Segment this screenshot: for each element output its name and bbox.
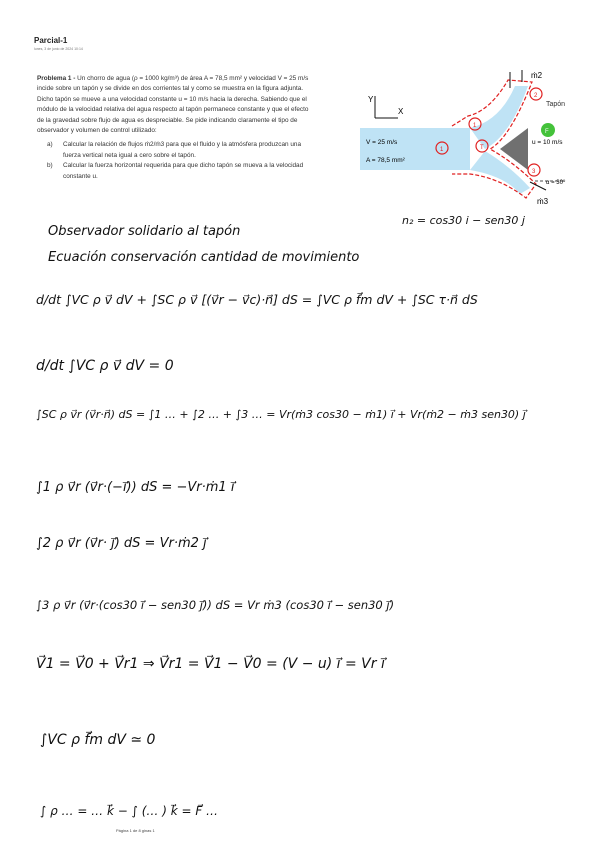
problem-statement xyxy=(37,74,309,182)
equation-4: ∫1 ρ v⃗r (v⃗r·(−i⃗)) dS = −Vr·ṁ1 i⃗ xyxy=(36,480,235,495)
page-footer: Página 1 de 8 ginas 1 xyxy=(116,828,155,833)
equation-1: d/dt ∫VC ρ v⃗ dV + ∫SC ρ v⃗ [(v⃗r − v⃗c)·n⃗] dS = ∫VC ρ f⃗m dV + ∫SC τ·n⃗ dS xyxy=(36,292,478,307)
equation-5: ∫2 ρ v⃗r (v⃗r· j⃗) dS = Vr·ṁ2 j⃗ xyxy=(36,536,207,551)
problem-heading: Problema 1 - xyxy=(37,75,78,82)
equation-2: d/dt ∫VC ρ v⃗ dV = 0 xyxy=(36,358,174,374)
equation-6: ∫3 ρ v⃗r (v⃗r·(cos30 i⃗ − sen30 j⃗)) dS = Vr ṁ3 (cos30 i⃗ − sen30 j⃗) xyxy=(36,598,395,612)
n2-vector: n₂ = cos30 i − sen30 j xyxy=(402,214,525,227)
item-label: b) xyxy=(47,162,53,170)
m3-label: ṁ3 xyxy=(537,197,549,206)
list-item xyxy=(47,140,309,161)
page-title: Parcial-1 xyxy=(34,36,68,45)
section-3-label: 3 xyxy=(532,169,536,175)
m2-label: ṁ2 xyxy=(531,71,543,80)
page-date: lunes, 3 de junio de 2024 10:14 xyxy=(34,47,83,51)
item-text: Calcular la fuerza horizontal requerida para que dicho tapón se mueva a la velocidad constante u. xyxy=(63,162,304,180)
tapon-label: Tapón xyxy=(546,101,566,108)
equation-9: ∫ ρ … = … k⃗ − ∫ (… ) k⃗ = F⃗ … xyxy=(40,804,219,818)
equation-7: V⃗1 = V⃗0 + V⃗r1 ⇒ V⃗r1 = V⃗1 − V⃗0 = (V − u) i⃗ = Vr i⃗ xyxy=(36,656,385,672)
note-observer: Observador solidario al tapón xyxy=(48,224,241,239)
axis-x-label: X xyxy=(398,107,404,116)
section-1b-label: 1 xyxy=(473,123,477,129)
velocity-label: V = 25 m/s xyxy=(366,139,398,146)
item-text: Calcular la relación de flujos ṁ2/ṁ3 para que el fluido y la atmósfera produzcan una fuerza vertical neta igual a cero sobre el tapón. xyxy=(63,141,302,159)
plug-shape xyxy=(500,128,528,170)
item-label: a) xyxy=(47,141,53,149)
area-label: A = 78,5 mm² xyxy=(366,157,405,164)
equation-8: ∫VC ρ f⃗m dV ≃ 0 xyxy=(40,732,156,748)
note-equation-title: Ecuación conservación cantidad de movimiento xyxy=(48,250,360,265)
force-label: F xyxy=(545,129,549,135)
problem-text: Un chorro de agua (ρ = 1000 kg/m³) de área A = 78,5 mm² y velocidad V = 25 m/s incide sobre un tapón y se divide en dos corrientes tal y como se muestra en la figura adjunta. Dicho tapón se mueve a una velocidad constante u = 10 m/s hacia la derecha. Sabiendo que el módulo de la velocidad relativa del agua respecto al tapón permanece constante y que el efecto de la gravedad sobre flujo de agua es despreciable. Se pide indicando claramente el tipo de observador y volumen de control utilizado: xyxy=(37,75,309,135)
section-1-label: 1 xyxy=(440,147,444,153)
section-t-label: T xyxy=(480,145,484,151)
axis-y-label: Y xyxy=(368,95,374,104)
alpha-label: α = 30º xyxy=(546,180,566,186)
problem-items xyxy=(47,140,309,182)
jet-figure xyxy=(360,66,590,206)
list-item xyxy=(47,161,309,182)
equation-3: ∫SC ρ v⃗r (v⃗r·n⃗) dS = ∫1 … + ∫2 … + ∫3 … = Vr(ṁ3 cos30 − ṁ1) i⃗ + Vr(ṁ2 − ṁ3 sen30) j⃗ xyxy=(36,408,526,421)
u-label: u = 10 m/s xyxy=(532,139,563,146)
section-2-label: 2 xyxy=(534,93,538,99)
